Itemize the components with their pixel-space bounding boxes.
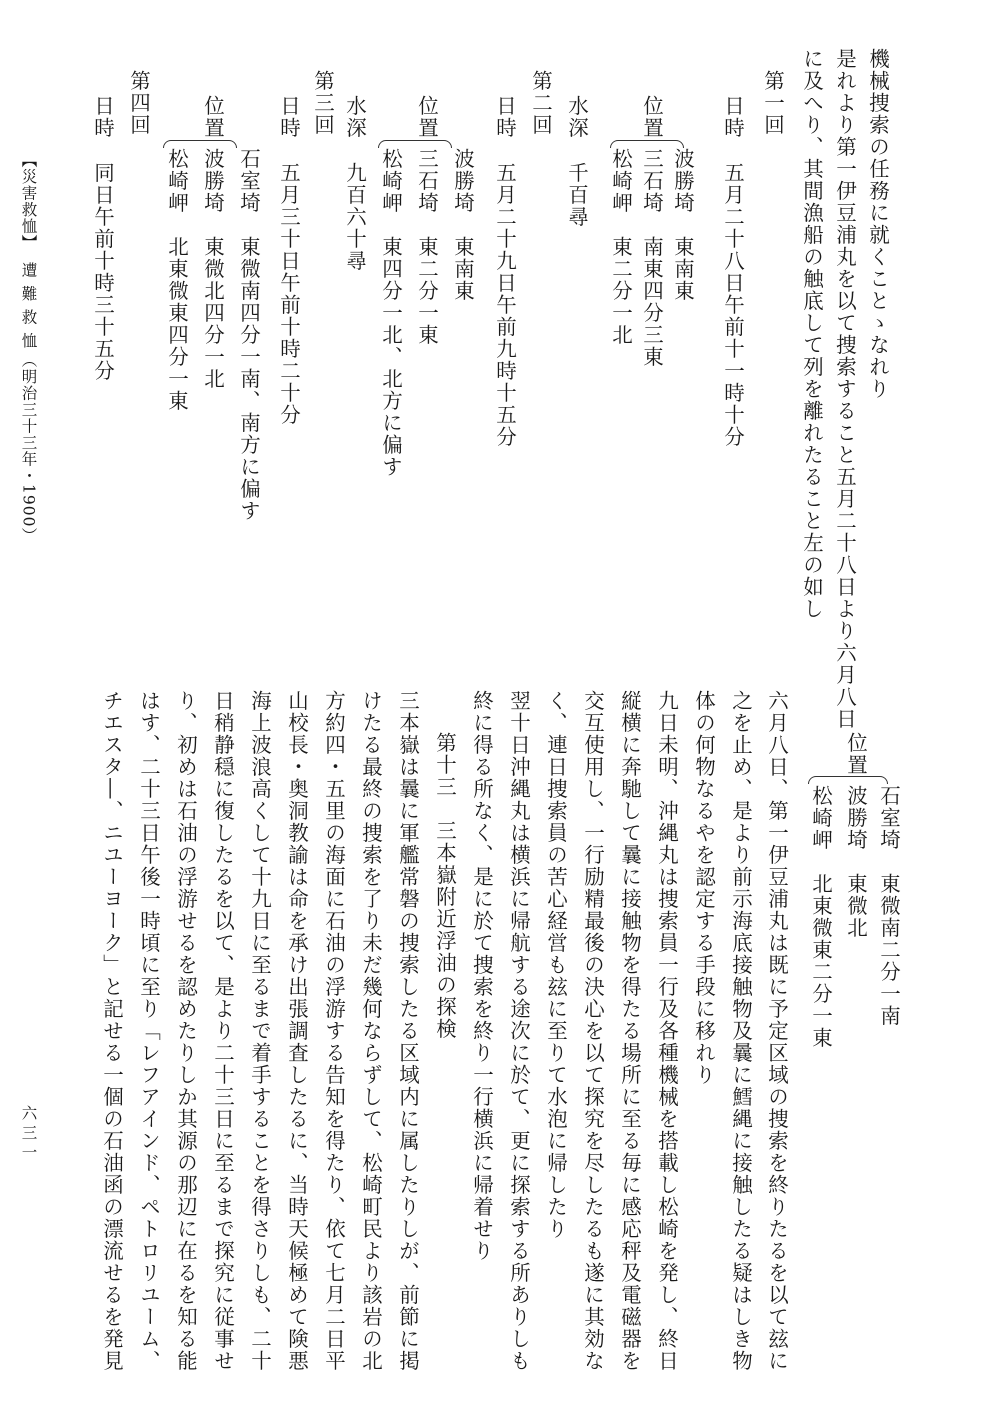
round3-position-1: 石室埼 東微南四分一南、南方に偏す	[236, 148, 261, 522]
para1-line-3: 体の何物なるやを認定する手段に移れり	[691, 690, 716, 1086]
round2-position-brace	[378, 140, 452, 148]
round1-position-3: 松崎岬 東二分一北	[608, 148, 633, 346]
round3-title: 第三回	[310, 70, 335, 136]
final-position-brace	[808, 776, 888, 784]
round3-position-2: 波勝埼 東微北四分一北	[200, 148, 225, 390]
round4-title: 第四回	[126, 70, 151, 136]
para1-line-5: 縦横に奔馳して曩に接触物を得たる場所に至る毎に感応秤及電磁器を	[617, 690, 642, 1372]
round2-position-3: 松崎岬 東四分一北、北方に偏す	[378, 148, 403, 478]
para2-line-7: り、初めは石油の浮游せるを認めたりしか其源の那辺に在るを知る能	[173, 690, 198, 1372]
round2-datetime: 五月二十九日午前九時十五分	[492, 162, 517, 448]
round4-datetime-label: 日時	[90, 95, 115, 139]
round1-position-2: 三石埼 南東四分三東	[639, 148, 664, 368]
para2-line-1: 三本嶽は曩に軍艦常磐の捜索したる区域内に属したりしが、前節に掲	[395, 690, 420, 1372]
para1-line-4: 九日未明、沖縄丸は捜索員一行及各種機械を搭載し松崎を発し、終日	[654, 690, 679, 1372]
para2-line-8: はす、二十三日午後一時頃に至り「レフアインド、ペトロリユーム、	[136, 690, 161, 1372]
final-position-label: 位置	[843, 732, 868, 776]
final-position-1: 石室埼 東微南二分一南	[876, 785, 901, 1027]
round3-position-3: 松崎岬 北東微東四分一東	[164, 148, 189, 412]
round3-position-brace	[163, 140, 237, 148]
para1-line-9: 終に得る所なく、是に於て捜索を終り一行横浜に帰着せり	[469, 690, 494, 1262]
round1-position-label: 位置	[639, 95, 664, 139]
round3-datetime: 五月三十日午前十時二十分	[276, 162, 301, 426]
round2-title: 第二回	[528, 70, 553, 136]
round1-position-brace	[610, 140, 684, 148]
para2-line-5: 海上波浪高くして十九日に至るまで着手することを得さりしも、二十	[247, 690, 272, 1372]
footer-category: 【災害救恤】	[19, 152, 38, 251]
para2-line-9: チエスタ―、ニユーヨーク」と記せる一個の石油函の漂流せるを発見	[99, 690, 124, 1372]
round2-datetime-label: 日時	[492, 95, 517, 139]
round2-depth: 九百六十尋	[342, 162, 367, 272]
para1-line-8: 翌十日沖縄丸は横浜に帰航する途次に於て、更に探索する所ありしも	[506, 690, 531, 1372]
final-position-2: 波勝埼 東微北	[843, 785, 868, 939]
intro-line-1: 機械捜索の任務に就くことゝなれり	[865, 48, 890, 400]
round1-title: 第一回	[760, 70, 785, 136]
round1-datetime-label: 日時	[720, 95, 745, 139]
round2-position-1: 波勝埼 東南東	[450, 148, 475, 302]
para2-line-6: 日稍静穏に復したるを以て、是より二十三日に至るまで探究に従事せ	[210, 690, 235, 1372]
footer-era: （明治三十三年・1900）	[19, 352, 38, 544]
para1-line-7: く、連日捜索員の苦心経営も玆に至りて水泡に帰したり	[543, 690, 568, 1240]
round4-datetime: 同日午前十時三十五分	[90, 162, 115, 382]
final-position-3: 松崎岬 北東微東二分一東	[808, 785, 833, 1049]
round3-datetime-label: 日時	[276, 95, 301, 139]
round1-position-1: 波勝埼 東南東	[670, 148, 695, 302]
para1-line-2: 之を止め、是より前示海底接触物及曩に鱈縄に接触したる疑はしき物	[728, 690, 753, 1372]
round1-depth: 千百尋	[564, 162, 589, 228]
para1-line-1: 六月八日、第一伊豆浦丸は既に予定区域の捜索を終りたるを以て玆に	[764, 690, 789, 1372]
round2-position-2: 三石埼 東二分一東	[414, 148, 439, 346]
para2-line-3: 方約四・五里の海面に石油の浮游する告知を得たり、依て七月二日平	[321, 690, 346, 1372]
section-heading: 第十三 三本嶽附近浮油の探検	[432, 732, 457, 1040]
para1-line-6: 交互使用し、一行励精最後の決心を以て探究を尽したるも遂に其効な	[580, 690, 605, 1372]
round1-depth-label: 水深	[564, 95, 589, 139]
intro-line-2: 是れより第一伊豆浦丸を以て捜索すること五月二十八日より六月八日	[832, 48, 857, 730]
round1-datetime: 五月二十八日午前十一時十分	[720, 162, 745, 448]
round3-position-label: 位置	[200, 95, 225, 139]
round2-depth-label: 水深	[342, 95, 367, 139]
footer-section: 遭難救恤	[19, 262, 38, 356]
page-number: 六三一	[19, 1105, 38, 1164]
round2-position-label: 位置	[414, 95, 439, 139]
para2-line-2: けたる最終の捜索を了り未だ幾何ならずして、松崎町民より該岩の北	[358, 690, 383, 1372]
para2-line-4: 山校長・奥洞教諭は命を承け出張調査したるに、当時天候極めて険悪	[284, 690, 309, 1372]
intro-line-3: に及へり、其間漁船の触底して列を離れたること左の如し	[799, 48, 824, 620]
